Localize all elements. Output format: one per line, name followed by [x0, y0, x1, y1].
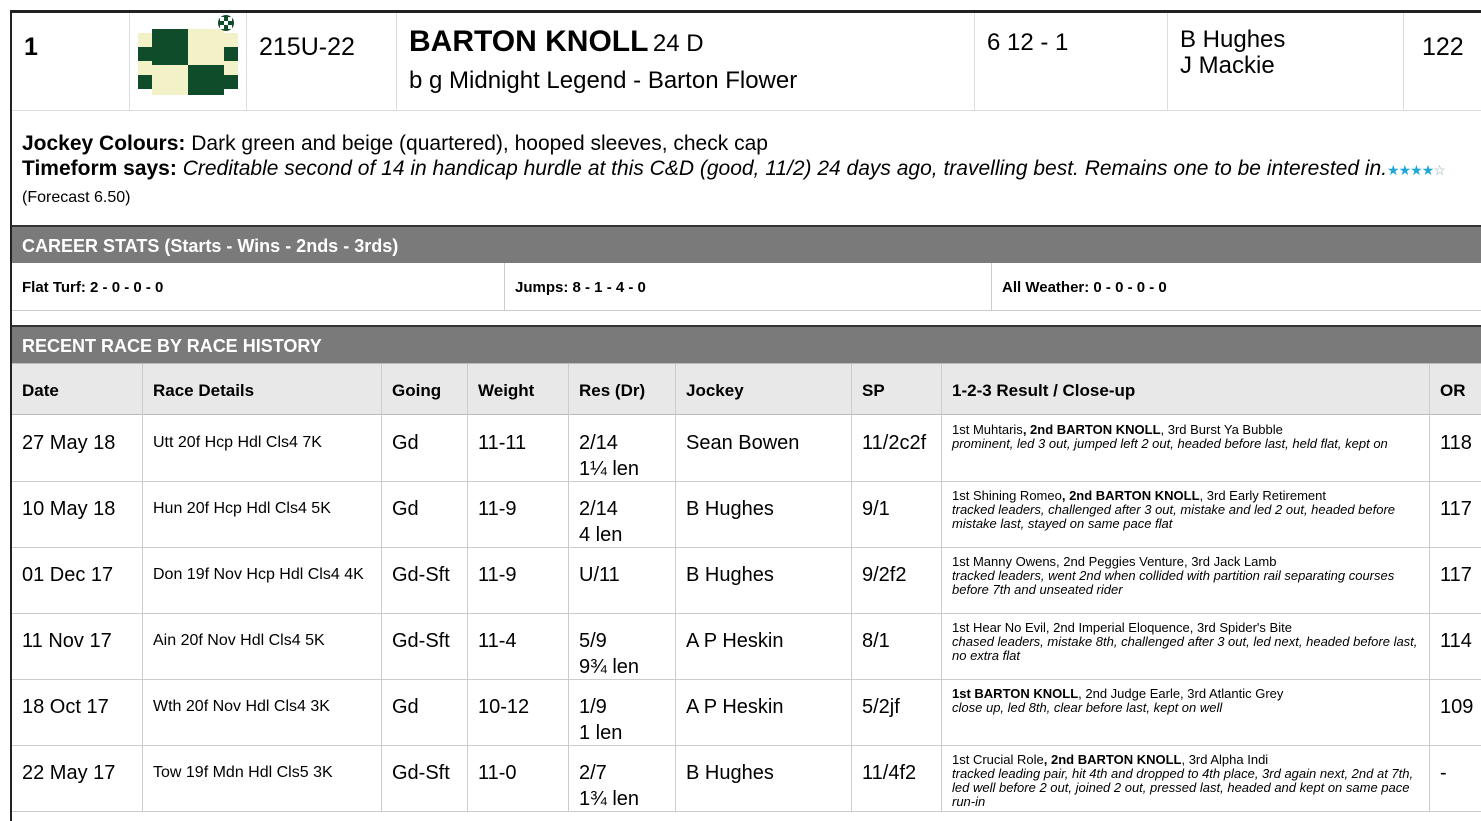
race-date: 01 Dec 17 — [12, 548, 143, 614]
result — [569, 416, 676, 482]
horse-details — [397, 13, 975, 111]
timeform-label: Timeform says: — [22, 157, 177, 180]
going: Gd — [382, 482, 468, 548]
table-row[interactable] — [12, 746, 1481, 812]
weight: 11-9 — [468, 482, 569, 548]
result-closeup — [942, 680, 1430, 746]
starting-price: 11/2c2f — [852, 416, 942, 482]
race-date: 10 May 18 — [12, 482, 143, 548]
result-first: 1st Manny Owens, 2nd Peggies Venture, 3rd Jack Lamb — [952, 554, 1277, 569]
entry-info — [22, 131, 1481, 210]
closeup-comment: tracked leaders, went 2nd when collided with partition rail separating courses before 7th and unseated rider — [952, 568, 1395, 597]
breeding: b g Midnight Legend - Barton Flower — [409, 67, 798, 94]
jockey[interactable]: A P Heskin — [676, 614, 852, 680]
jockey[interactable]: Sean Bowen — [676, 416, 852, 482]
race-details[interactable]: Don 19f Nov Hcp Hdl Cls4 4K — [143, 548, 382, 614]
race-details[interactable]: Wth 20f Nov Hdl Cls4 3K — [143, 680, 382, 746]
timeform-text: Creditable second of 14 in handicap hurdle at this C&D (good, 11/2) 24 days ago, travelling best. Remains one to be interested in. — [182, 157, 1388, 180]
result — [569, 548, 676, 614]
col-jockey[interactable]: Jockey — [676, 364, 852, 416]
table-row[interactable] — [12, 416, 1481, 482]
result-closeup — [942, 746, 1430, 812]
official-rating: - — [1440, 762, 1447, 784]
finish-position: 5/9 — [579, 630, 607, 652]
jockey[interactable]: B Hughes — [676, 548, 852, 614]
beaten-distance: 1¾ len — [579, 788, 640, 810]
days-since-run: 24 D — [652, 30, 704, 57]
timeform-comment — [22, 156, 1481, 210]
horse-name[interactable]: BARTON KNOLL — [409, 25, 649, 58]
starting-price: 9/1 — [852, 482, 942, 548]
connections — [1168, 13, 1404, 111]
jumps-stats: Jumps: 8 - 1 - 4 - 0 — [505, 263, 992, 311]
going: Gd — [382, 680, 468, 746]
result-first: 1st Shining Romeo — [952, 488, 1062, 503]
col-or[interactable]: OR — [1440, 381, 1466, 400]
result-highlight: , 2nd BARTON KNOLL — [1061, 488, 1200, 503]
weight: 11-9 — [468, 548, 569, 614]
result — [569, 746, 676, 812]
going: Gd-Sft — [382, 614, 468, 680]
official-rating: 117 — [1440, 498, 1472, 520]
age-weight: 6 12 - 1 — [975, 13, 1168, 111]
star-rating-icon: ★★★★☆ — [1387, 162, 1445, 178]
closeup-comment: chased leaders, mistake 8th, challenged after 3 out, led next, headed before last, no extra flat — [952, 634, 1418, 663]
beaten-distance: 9¾ len — [579, 656, 640, 678]
result-first: 1st Hear No Evil, 2nd Imperial Eloquence, 3rd Spider's Bite — [952, 620, 1292, 635]
col-date[interactable]: Date — [12, 364, 143, 416]
result-closeup — [942, 482, 1430, 548]
closeup-comment: tracked leading pair, hit 4th and dropped to 4th place, 3rd again next, 2nd at 7th, led well before 2 out, joined 2 out, pressed last, headed and kept on same pace run-in — [952, 766, 1414, 809]
result — [569, 680, 676, 746]
finish-position: 2/7 — [579, 762, 607, 784]
beaten-distance: 1¼ len — [579, 458, 640, 480]
closeup-comment: prominent, led 3 out, jumped left 2 out, headed before last, held flat, kept on — [952, 436, 1388, 451]
race-details[interactable]: Hun 20f Hcp Hdl Cls4 5K — [143, 482, 382, 548]
jockey[interactable]: B Hughes — [676, 482, 852, 548]
jockey[interactable]: B Hughes — [676, 746, 852, 812]
race-details[interactable]: Ain 20f Nov Hdl Cls4 5K — [143, 614, 382, 680]
official-rating: 117 — [1440, 564, 1472, 586]
table-row[interactable] — [12, 482, 1481, 548]
weight: 11-4 — [468, 614, 569, 680]
result-highlight: 1st BARTON KNOLL — [952, 686, 1079, 701]
result-first: 1st Muhtaris — [952, 422, 1023, 437]
going: Gd-Sft — [382, 548, 468, 614]
beaten-distance: 1 len — [579, 722, 623, 744]
result-closeup — [942, 614, 1430, 680]
beaten-distance: 4 len — [579, 524, 623, 546]
result-closeup — [942, 416, 1430, 482]
weight: 11-0 — [468, 746, 569, 812]
history-table-header — [12, 363, 1481, 415]
col-sp[interactable]: SP — [852, 364, 942, 416]
table-row[interactable] — [12, 548, 1481, 614]
race-date: 18 Oct 17 — [12, 680, 143, 746]
forecast: (Forecast 6.50) — [22, 189, 131, 206]
result-rest: , 3rd Early Retirement — [1199, 488, 1326, 503]
racecard-entry — [10, 10, 1481, 821]
career-stats-heading: CAREER STATS (Starts - Wins - 2nds - 3rds) — [12, 225, 1481, 263]
official-rating: 109 — [1440, 696, 1474, 718]
result-highlight: , 2nd BARTON KNOLL — [1043, 752, 1182, 767]
all-weather-stats: All Weather: 0 - 0 - 0 - 0 — [1002, 279, 1167, 296]
race-details[interactable]: Tow 19f Mdn Hdl Cls5 3K — [143, 746, 382, 812]
starting-price: 8/1 — [852, 614, 942, 680]
race-date: 27 May 18 — [12, 416, 143, 482]
col-race-details[interactable]: Race Details — [143, 364, 382, 416]
colours-label: Jockey Colours: — [22, 132, 186, 155]
col-result[interactable]: Res (Dr) — [569, 364, 676, 416]
going: Gd-Sft — [382, 746, 468, 812]
colours-text: Dark green and beige (quartered), hooped sleeves, check cap — [191, 132, 768, 155]
starting-price: 9/2f2 — [852, 548, 942, 614]
result-closeup — [942, 548, 1430, 614]
finish-position: 2/14 — [579, 432, 618, 454]
race-date: 11 Nov 17 — [12, 614, 143, 680]
result-first: 1st Crucial Role — [952, 752, 1044, 767]
official-rating: 114 — [1440, 630, 1472, 652]
race-history-heading: RECENT RACE BY RACE HISTORY — [12, 325, 1481, 363]
finish-position: 1/9 — [579, 696, 607, 718]
finish-position: 2/14 — [579, 498, 618, 520]
trainer-name[interactable]: B Hughes — [1180, 26, 1286, 53]
flat-turf-stats: Flat Turf: 2 - 0 - 0 - 0 — [12, 263, 505, 311]
closeup-comment: close up, led 8th, clear before last, kept on well — [952, 700, 1223, 715]
jockey-colours — [22, 131, 1481, 156]
col-weight[interactable]: Weight — [468, 364, 569, 416]
result — [569, 482, 676, 548]
starting-price: 11/4f2 — [852, 746, 942, 812]
col-result-closeup[interactable]: 1-2-3 Result / Close-up — [942, 364, 1430, 416]
result — [569, 614, 676, 680]
entry-header — [12, 13, 1481, 111]
official-rating: 118 — [1440, 432, 1472, 454]
jockey-silks-icon — [130, 13, 247, 111]
starting-price: 5/2jf — [852, 680, 942, 746]
runner-number: 1 — [12, 13, 130, 111]
closeup-comment: tracked leaders, challenged after 3 out, mistake and led 2 out, headed before mistake last, stayed on same pace flat — [952, 502, 1396, 531]
finish-position: U/11 — [579, 564, 620, 586]
race-details[interactable]: Utt 20f Hcp Hdl Cls4 7K — [143, 416, 382, 482]
col-going[interactable]: Going — [382, 364, 468, 416]
form-figures: 215U-22 — [247, 13, 397, 111]
jockey[interactable]: A P Heskin — [676, 680, 852, 746]
result-highlight: , 2nd BARTON KNOLL — [1022, 422, 1161, 437]
official-rating: 122 — [1422, 33, 1464, 61]
race-date: 22 May 17 — [12, 746, 143, 812]
table-row[interactable] — [12, 680, 1481, 746]
career-stats — [12, 263, 1481, 311]
result-rest: , 2nd Judge Earle, 3rd Atlantic Grey — [1078, 686, 1284, 701]
result-rest: , 3rd Burst Ya Bubble — [1160, 422, 1283, 437]
jockey-name[interactable]: J Mackie — [1180, 52, 1275, 79]
table-row[interactable] — [12, 614, 1481, 680]
weight: 10-12 — [468, 680, 569, 746]
result-rest: , 3rd Alpha Indi — [1181, 752, 1269, 767]
weight: 11-11 — [468, 416, 569, 482]
going: Gd — [382, 416, 468, 482]
